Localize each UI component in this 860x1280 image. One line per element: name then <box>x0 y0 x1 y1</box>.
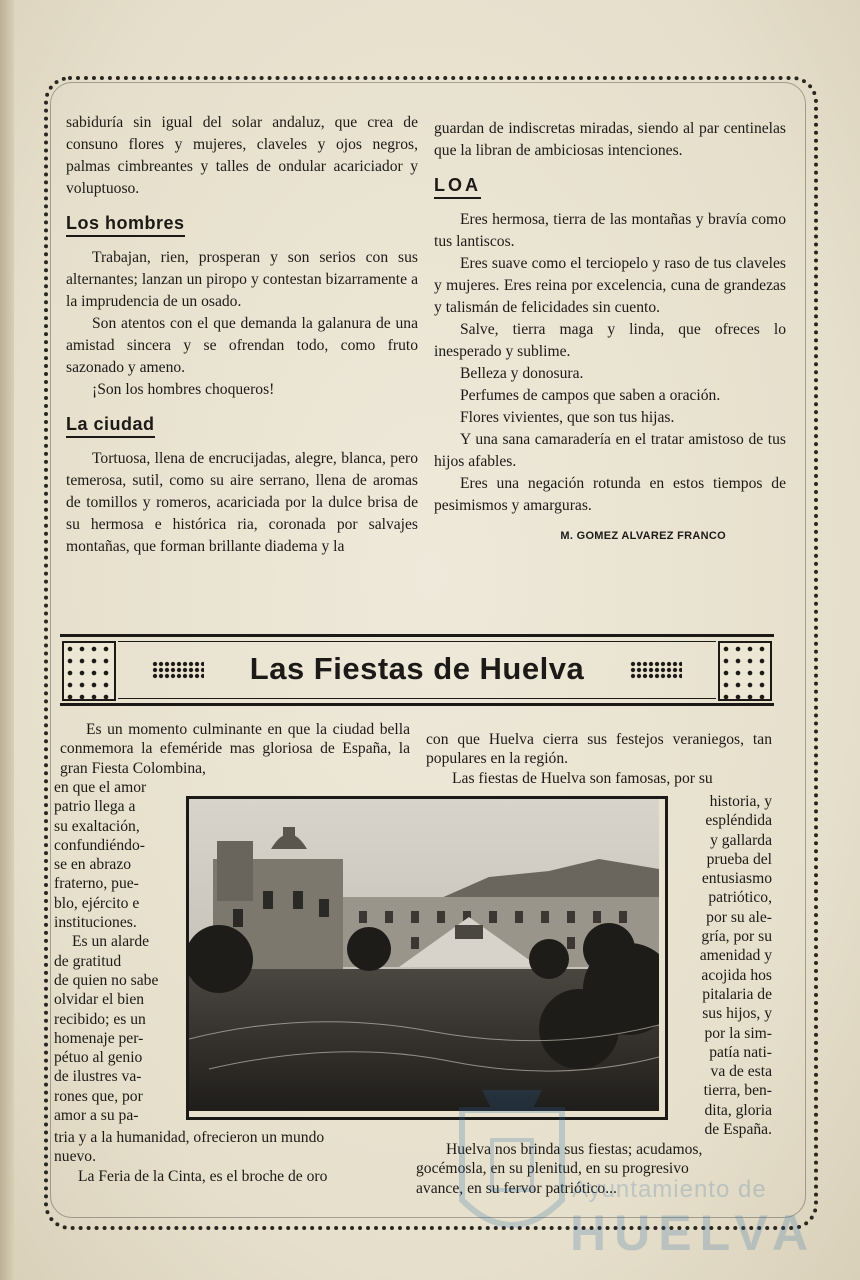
ciudad-paragraph: Tortuosa, llena de encrucijadas, alegre, blanca, pero temerosa, sutil, como su aire serrano, llena de aromas de tomillos y romeros, acariciada por la dulce brisa de su hermosa e histórica ria, coronada por salvajes montañas, que forman brillante diadema y la <box>66 450 418 555</box>
watermark-line-1: Ayuntamiento de <box>572 1176 767 1203</box>
text-line: tierra, ben- <box>703 1082 772 1100</box>
page-spine-shadow <box>0 0 14 1280</box>
banner-title: Las Fiestas de Huelva <box>249 651 585 686</box>
right-column <box>434 118 786 547</box>
author-signature: M. GOMEZ ALVAREZ FRANCO <box>560 530 726 542</box>
article-left-bottom <box>54 1128 404 1186</box>
text-line: homenaje per- <box>54 1029 144 1047</box>
article-right-top <box>426 730 772 788</box>
text-line: pétuo al genio <box>54 1049 143 1067</box>
text-line: olvidar el bien <box>54 991 145 1009</box>
article-left-top <box>60 720 410 778</box>
text-line: espléndida <box>705 812 772 830</box>
hombres-paragraph-2: Son atentos con el que demanda la galanura de una amistad sincera y se ofrendan todo, como fruto sazonado y ameno. <box>66 315 418 376</box>
loa-line: Perfumes de campos que saben a oración. <box>460 387 721 404</box>
text-line: sus hijos, y <box>702 1005 772 1023</box>
text-line: gocémosla, en su plenitud, en su progresivo <box>416 1160 689 1178</box>
text-line: prueba del <box>706 850 772 868</box>
text-line: su exaltación, <box>54 817 140 835</box>
text-line: recibido; es un <box>54 1010 146 1028</box>
loa-line: Belleza y donosura. <box>460 365 584 382</box>
halftone-photo-plaza <box>186 796 668 1120</box>
text-line: Es un alarde <box>72 933 150 951</box>
text-line: tria y a la humanidad, ofrecieron un mundo <box>54 1129 325 1146</box>
text-line: gría, por su <box>701 928 772 946</box>
text-line: instituciones. <box>54 914 137 932</box>
hombres-paragraph-1: Trabajan, rien, prosperan y son serios con sus alternantes; lanzan un piropo y contestan bizarramente a la imprudencia de un osado. <box>66 249 418 310</box>
heading-loa: LOA <box>434 174 481 199</box>
hombres-paragraph-3: ¡Son los hombres choqueros! <box>92 381 275 398</box>
article-right-narrow <box>674 792 772 1139</box>
text-line: va de esta <box>710 1063 772 1081</box>
right-intro-paragraph: guardan de indiscretas miradas, siendo al par centinelas que la libran de ambiciosas intenciones. <box>434 120 786 159</box>
left-intro-paragraph: sabiduría sin igual del solar andaluz, que crea de consuno flores y mujeres, claveles y ojos negros, palmas cimbreantes y talles de ondular acariciador y voluptuoso. <box>66 114 418 197</box>
loa-line: Eres suave como el terciopelo y raso de tus claveles y mujeres. Eres reina por excelencia, cuna de grandezas y talismán de felicidades sin cuento. <box>434 255 786 316</box>
left-column <box>66 112 418 558</box>
text-line: La Feria de la Cinta, es el broche de oro <box>78 1167 328 1185</box>
text-line: por la sim- <box>704 1024 772 1042</box>
article-left-narrow <box>54 778 170 1125</box>
section-banner <box>60 634 774 706</box>
text-line: y gallarda <box>710 831 772 849</box>
text-line: entusiasmo <box>701 870 772 888</box>
text-line: patrio llega a <box>54 798 136 816</box>
banner-inner-rule <box>118 698 716 699</box>
text-line: rones que, por <box>54 1087 143 1105</box>
text-line: de gratitud <box>54 952 122 970</box>
text-line: blo, ejército e <box>54 894 140 912</box>
watermark-line-2: HUELVA <box>570 1205 817 1261</box>
text-line: por su ale- <box>706 908 772 926</box>
text-line: nuevo. <box>54 1148 97 1166</box>
text-line: confundiéndo- <box>54 836 145 854</box>
text-line: avance, en su fervor patriótico... <box>416 1179 617 1197</box>
text-line: se en abrazo <box>54 856 132 874</box>
article-right-bottom <box>416 1140 766 1198</box>
text-line: patía nati- <box>709 1043 772 1061</box>
loa-line: Y una sana camaradería en el tratar amistoso de tus hijos afables. <box>434 431 786 470</box>
text-line: en que el amor <box>54 779 147 796</box>
text-line: pitalaria de <box>702 985 772 1003</box>
loa-line: Eres hermosa, tierra de las montañas y bravía como tus lantiscos. <box>434 211 786 250</box>
text-line: dita, gloria <box>704 1101 772 1119</box>
text-line: acojida hos <box>701 966 772 984</box>
article-paragraph: Las fiestas de Huelva son famosas, por su <box>452 769 713 787</box>
banner-inner-rule <box>118 641 716 642</box>
loa-line: Eres una negación rotunda en estos tiempos de pesimismos y amarguras. <box>434 475 786 514</box>
loa-line: Salve, tierra maga y linda, que ofreces lo inesperado y sublime. <box>434 321 786 360</box>
heading-la-ciudad: La ciudad <box>66 413 155 438</box>
text-line: de ilustres va- <box>54 1068 142 1086</box>
text-line: de quien no sabe <box>54 971 159 989</box>
loa-line: Flores vivientes, que son tus hijas. <box>460 409 675 426</box>
text-line: Huelva nos brinda sus fiestas; acudamos, <box>446 1141 703 1158</box>
text-line: amor a su pa- <box>54 1107 139 1125</box>
text-line: de España. <box>704 1121 772 1139</box>
article-paragraph: Es un momento culminante en que la ciudad bella conmemora la efeméride mas gloriosa de España, la gran Fiesta Colombina, <box>60 721 410 777</box>
text-line: historia, y <box>709 793 772 810</box>
article-paragraph: con que Huelva cierra sus festejos veraniegos, tan populares en la región. <box>426 731 772 768</box>
photo-illustration <box>189 799 659 1111</box>
heading-los-hombres: Los hombres <box>66 212 185 237</box>
text-line: fraterno, pue- <box>54 875 139 893</box>
text-line: amenidad y <box>699 947 772 965</box>
text-line: patriótico, <box>708 889 772 907</box>
